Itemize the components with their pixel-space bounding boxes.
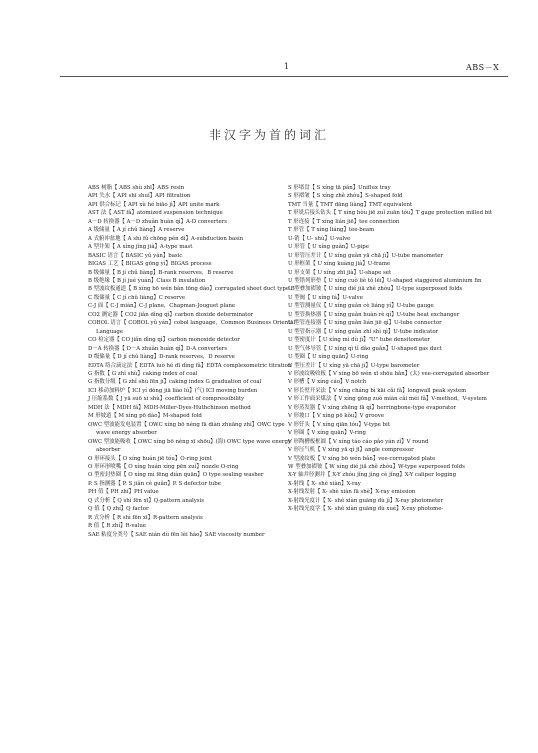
glossary-entry: J 压缩系数【 J yā suō xì shù】coefficient of compressibility bbox=[88, 396, 245, 403]
glossary-entry: U 型错列形垫【 U xíng cuò liè tǒ lěi】U-shaped staggered aluminium fin bbox=[288, 277, 482, 284]
glossary-entry: X-射线光度计【 X- shè xiàn guāng dù jì】X-ray photometer bbox=[288, 497, 444, 504]
glossary-entry: U 型圈【 U xíng quān】U-ring bbox=[288, 354, 369, 361]
glossary-entry: V 形波纹吸收板【 V xíng bō wén xī shōu bǎn】(太) vee-corrugated absorber bbox=[288, 370, 490, 377]
glossary-entry: U-销【 U- shù】U-valve bbox=[288, 235, 351, 242]
glossary-entry: V 形工作面采煤法【 V xíng gōng zuò miàn cǎi méi fǎ】V-method，V-system bbox=[288, 396, 487, 403]
glossary-entry: U 型管测量仪【 U xíng guǎn cè liáng yí】U-tube gauge bbox=[288, 303, 434, 310]
glossary-entry: U 型气体导管【 U xíng qì tǐ dǎo guǎn】U-shaped gas duct bbox=[288, 345, 442, 352]
glossary-entry: API 供合标记【 API xù hé biāo jì】API unite mark bbox=[88, 201, 220, 208]
glossary-entry: D 级储量【 D jí chǔ liàng】D-rank reserves，D reserve bbox=[88, 354, 235, 361]
glossary-entry: U 型密度计【 U xíng mì dù jì】"U" tube densitometer bbox=[288, 337, 431, 344]
glossary-entry: O 型密封垫圈【 O xíng mì fēng diàn quān】O type sealing washer bbox=[88, 472, 264, 479]
page-number: 1 bbox=[284, 62, 290, 71]
glossary-entry: V 型波纹板【 V xíng bō wén bǎn】vee-corrugated plate bbox=[288, 455, 436, 462]
glossary-entry: V 形圈【 V xíng quān】V-ring bbox=[288, 430, 366, 437]
running-head: ABS－X bbox=[466, 63, 500, 72]
glossary-entry: CO 检定器【 CO jiǎn dìng qì】carbon monoxide detector bbox=[88, 337, 240, 344]
glossary-entry: Q 值【 Q zhí】Q factor bbox=[88, 506, 149, 513]
glossary-entry: A 式俯冲盆地【 A shì fǔ chōng pén dì】A-subduction basin bbox=[88, 235, 244, 242]
glossary-entry: B 型波纹板通道【 B xíng bō wén bǎn tōng dào】corrugated sheet duct type B bbox=[88, 286, 295, 293]
glossary-entry: CO2 测定器【 CO2 jiǎn dìng qì】carbon dioxide determinator bbox=[88, 311, 254, 318]
glossary-entry: PH 值【 PH zhí】PH value bbox=[88, 489, 159, 496]
glossary-entry: OWC 型波能吸收【 OWC xíng bō néng xī shōu】(海) OWC type wave energy absorber bbox=[88, 438, 291, 454]
glossary-entry: SAE 粘度分类号【 SAE nián dù fēn lèi hào】SAE viscosity number bbox=[88, 531, 265, 538]
glossary-entry: V 形槽【 V xíng cáo】V notch bbox=[288, 379, 367, 386]
glossary-entry: V 形陶槽板框圆【 V xíng táo cáo pǎo yán zǐ】V round bbox=[288, 438, 429, 445]
glossary-entry: U 型管连接器【 U xíng guǎn lián jiē qì】U-tube connector bbox=[288, 320, 442, 327]
glossary-entry: V 形压气机【 V xíng yā qì jī】angle compressor bbox=[288, 447, 414, 454]
glossary-entry: R 值【 R zhí】R-value bbox=[88, 523, 146, 530]
glossary-entry: C 级储量【 C jí chǔ liàng】C reserve bbox=[88, 294, 186, 301]
glossary-entry: OWC 型波能发电装置【 OWC xíng bō néng fā diàn zhuāng zhì】OWC type wave energy absorber bbox=[88, 421, 285, 437]
glossary-entry: S 形褶皱【 S xíng zhě zhòu】S-shaped fold bbox=[288, 193, 403, 200]
glossary-entry: B 级储量【 B jí chǔ liàng】B-rank reserves，B reserve bbox=[88, 269, 234, 276]
glossary-entry: G 指数【 G zhǐ shù】caking index of coal bbox=[88, 370, 198, 377]
glossary-entry: MDH 法【 MDH fǎ】MDH-Miller-Dyes-Huthchinson method bbox=[88, 404, 251, 411]
glossary-entry: V 形坡口【 V xíng pō kǒu】V groove bbox=[288, 413, 385, 420]
right-column bbox=[288, 184, 500, 514]
glossary-entry: X-射线光度学【 X- shè xiàn guāng dù xué】X-ray photome- bbox=[288, 506, 444, 513]
left-column bbox=[88, 184, 300, 539]
glossary-entry: ICI 移动加料炉【 ICI yí dòng jiā liào lú】(气) ICI moving burden bbox=[88, 387, 258, 394]
glossary-entry: U 型管换热器【 U xíng guǎn huàn rè qì】U-tube heat exchanger bbox=[288, 311, 460, 318]
glossary-entry: EDTA 络合滴定法【 EDTA luò hé dī dìng fǎ】EDTA complexometric titration bbox=[88, 362, 292, 369]
glossary-entry: D－A 转换器【 D－A zhuǎn huàn qì】D-A converters bbox=[88, 345, 228, 352]
glossary-entry: C-J 面【 C-J miàn】C-J plane，Chapman-Jouguet plane bbox=[88, 303, 236, 310]
header-rule bbox=[60, 76, 508, 77]
glossary-entry: G 指数分级【 G zhǐ shù fēn jí】caking index G graduation of coal bbox=[88, 379, 262, 386]
glossary-entry: U 形管压差计【 U xíng guǎn yā chā jì】U-tube manometer bbox=[288, 252, 444, 259]
glossary-entry: X-射线发射【 X- shè xiàn fā shè】X-ray emission bbox=[288, 489, 416, 496]
glossary-entry: U 型管指示器【 U xíng guǎn zhǐ shì qì】U-tube indicator bbox=[288, 328, 439, 335]
glossary-entry: U 型阀【 U xíng fá】U-valve bbox=[288, 294, 363, 301]
glossary-entry: U 形支架【 U xíng zhī jià】U-shape set bbox=[288, 269, 392, 276]
glossary-entry: A 级储量【 A jí chǔ liàng】A reserve bbox=[88, 227, 185, 234]
glossary-entry: O 形环形喷嘴【 O xíng huán xíng pēn zuǐ】nozzle O-ring bbox=[88, 463, 239, 470]
glossary-entry: B 级绝缘【 B jí jué yuán】Class B insulation bbox=[88, 277, 206, 284]
glossary-entry: Q 式分析【 Q shì fēn xī】Q-pattern analysis bbox=[88, 497, 205, 504]
glossary-entry: A－D 转换器【 A－D zhuǎn huàn qì】A-D converters bbox=[88, 218, 228, 225]
glossary-entry: U 形框架【 U xíng kuàng jià】U-frame bbox=[288, 261, 391, 268]
glossary-entry: P. S 指测器【 P. S jiǎn cè guǎn】P. S defector tube bbox=[88, 480, 221, 487]
glossary-entry: T 形连接【 T xíng lián jiē】tee connection bbox=[288, 218, 400, 225]
glossary-entry: ABS 树脂【 ABS shù zhī】ABS resin bbox=[88, 185, 185, 191]
glossary-entry: COBOL 语言【 COBOL yǔ yán】cobol language，Common Business Oriental Language bbox=[88, 320, 296, 335]
glossary-entry: AST 法【 AST fǎ】atomized suspension technique bbox=[88, 210, 223, 217]
glossary-entry: W 型叠加褶皱【 W xíng dié jiā zhě zhòu】W-type superposed folds bbox=[288, 463, 465, 470]
glossary-entry: API 失水【 API shī shuǐ】API filtration bbox=[88, 193, 191, 200]
glossary-entry: S 形堵盘【 S xíng tā pán】Uniflux tray bbox=[288, 185, 391, 191]
glossary-entry: T 形铣后接头钻头【 T xíng hòu jiē zuǐ zuān tóu】T gage protection milled bit bbox=[288, 210, 493, 217]
glossary-entry: X-射线【 X- shè xiàn】X-ray bbox=[288, 480, 361, 487]
glossary-entry: V 形长壁开采法【 V xíng cháng bì kāi cǎi fǎ】longwall peak system bbox=[288, 387, 467, 394]
glossary-entry: R 式分析【 R shì fēn xī】R-pattern analysis bbox=[88, 514, 203, 521]
glossary-entry: U 形管【 U xíng guǎn】U-pipe bbox=[288, 244, 369, 251]
glossary-entry: T 形管【 T xíng liáng】tee-beam bbox=[288, 227, 375, 234]
glossary-entry: BASIC 语言【 BASIC yǔ yán】basic bbox=[88, 252, 183, 259]
glossary-entry: M 形坡道【 M xíng pō dào】M-shaped fold bbox=[88, 413, 202, 420]
glossary-entry: X-Y 轴井径测井【 X-Y zhóu jǐng jìng cè jǐng】X-Y caliper logging bbox=[288, 472, 457, 479]
glossary-entry: V 形蒸发器【 V xíng zhēng fā qì】herringbone-type evaporator bbox=[288, 404, 457, 411]
glossary-entry: U 型叠加褶皱【 U xíng dié jiā zhě zhòu】U-type superposed folds bbox=[288, 286, 463, 293]
glossary-entry: U 型压差计【 U xíng yā chā jì】U-type barometer bbox=[288, 362, 420, 369]
glossary-entry: TMT 当量【 TMT dāng liàng】TMT equivalent bbox=[288, 201, 413, 208]
section-title: 非汉字为首的词汇 bbox=[208, 128, 329, 142]
glossary-entry: V 形钎头【 V xíng qiān tóu】V-type bit bbox=[288, 421, 390, 428]
glossary-entry: O 形环接头【 O xíng huán jiē tóu】O-ring joint bbox=[88, 455, 212, 462]
glossary-entry: BIGAS 工艺【 BIGAS gōng yì】BIGAS process bbox=[88, 261, 212, 268]
glossary-entry: A 型井架【 A xíng jǐng jià】A-type mast bbox=[88, 244, 193, 251]
